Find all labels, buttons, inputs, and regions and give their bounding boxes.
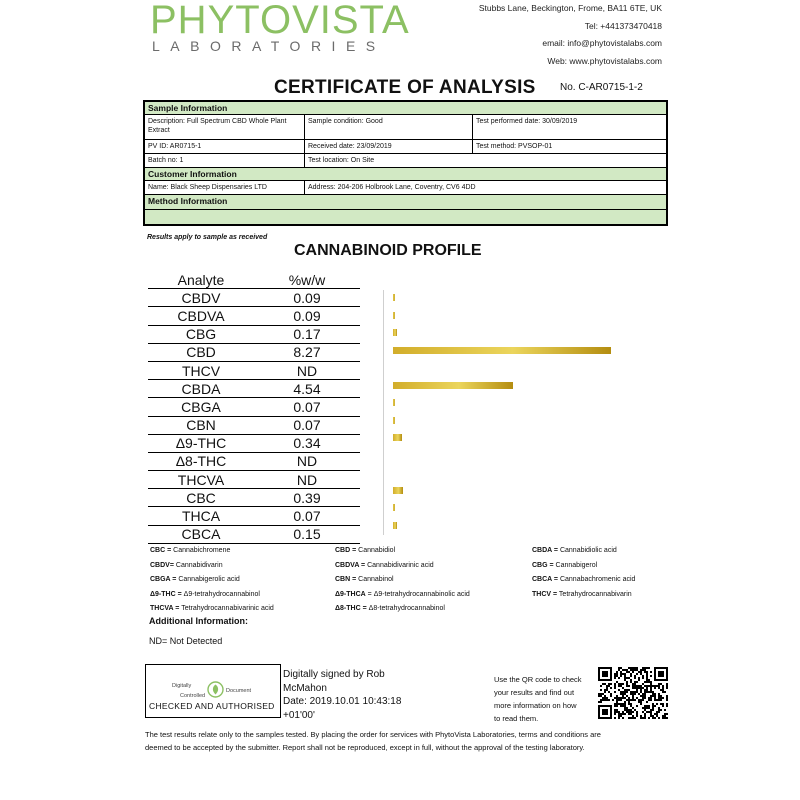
abbreviation-item <box>532 576 635 583</box>
signature-line: Date: 2019.10.01 10:43:18 <box>283 696 402 707</box>
abbreviation-value: Cannabidiolic acid <box>559 547 617 554</box>
abbreviation-value: Cannabinol <box>358 576 394 583</box>
analyte-cell: Δ8-THC <box>148 452 254 470</box>
abbreviation-key: CBG = <box>532 561 554 569</box>
bar-9thc <box>393 434 402 441</box>
value-cell: 0.15 <box>254 525 360 543</box>
abbreviation-key: Δ9-THCA <box>335 590 366 598</box>
value-cell: 4.54 <box>254 380 360 398</box>
abbreviation-item <box>150 576 240 583</box>
analyte-cell: CBC <box>148 489 254 507</box>
abbreviation-item <box>335 605 445 612</box>
value-cell: 8.27 <box>254 343 360 361</box>
abbreviation-value: Cannabigerol <box>555 561 598 569</box>
customer-address-cell: Address: 204-206 Holbrook Lane, Coventry, CV6 4DD <box>308 184 476 191</box>
qr-line: your results and find out <box>494 688 575 697</box>
analyte-cell: THCA <box>148 507 254 525</box>
sample-info-heading: Sample Information <box>145 102 666 115</box>
results-note: Results apply to sample as received <box>147 234 268 241</box>
profile-title: CANNABINOID PROFILE <box>294 242 482 259</box>
abbreviation-key: THCVA = <box>150 605 180 612</box>
abbreviation-value: Tetrahydrocannabivarin <box>558 590 632 598</box>
received-date-cell: Received date: 23/09/2019 <box>305 140 473 153</box>
qr-line: more information on how <box>494 701 577 710</box>
pv-id-cell: PV ID: AR0715-1 <box>145 140 305 153</box>
analyte-cell: CBDA <box>148 380 254 398</box>
email-line[interactable]: email: info@phytovistalabs.com <box>542 38 662 48</box>
analyte-cell: CBD <box>148 343 254 361</box>
abbreviation-item <box>532 591 632 598</box>
qr-code-icon[interactable] <box>598 667 668 719</box>
abbreviation-value: Cannabidivarin <box>175 561 223 569</box>
bar-cbdv <box>393 294 395 301</box>
abbreviation-item <box>150 547 230 554</box>
value-cell: 0.09 <box>254 289 360 307</box>
analyte-header: Analyte <box>148 271 254 289</box>
abbreviation-value: Tetrahydrocannabivarinic acid <box>181 605 274 612</box>
bar-cbdva <box>393 312 395 319</box>
value-cell: 0.39 <box>254 489 360 507</box>
analyte-cell: CBG <box>148 325 254 343</box>
abbreviation-key: THCV = <box>532 590 558 598</box>
value-header: %w/w <box>254 271 360 289</box>
abbreviation-key: CBDVA = <box>335 561 366 569</box>
abbreviation-key: CBCA = <box>532 576 558 583</box>
abbreviation-key: CBC = <box>150 547 172 554</box>
signature-line: Digitally signed by Rob <box>283 669 385 680</box>
value-cell: 0.07 <box>254 507 360 525</box>
abbreviation-value: Cannabigerolic acid <box>178 576 240 583</box>
abbreviation-item <box>335 562 434 569</box>
abbreviation-item <box>335 547 395 554</box>
address-line: Stubbs Lane, Beckington, Frome, BA11 6TE, UK <box>478 3 662 13</box>
checked-authorised-label: CHECKED AND AUTHORISED <box>149 701 275 711</box>
digital-signature-text <box>283 668 401 722</box>
condition-cell: Sample condition: Good <box>305 115 473 139</box>
analyte-cell: CBDVA <box>148 307 254 325</box>
abbreviation-value: Cannabidivarinic acid <box>367 561 434 569</box>
value-cell: ND <box>254 471 360 489</box>
test-performed-cell: Test performed date: 30/09/2019 <box>476 118 578 125</box>
abbreviation-item <box>532 562 597 569</box>
batch-cell: Batch no: 1 <box>145 154 305 167</box>
analyte-cell: CBGA <box>148 398 254 416</box>
abbreviation-value: = Δ9-tetrahydrocannabinolic acid <box>367 590 470 598</box>
analyte-cell: CBN <box>148 416 254 434</box>
test-location-cell: Test location: On Site <box>308 157 375 164</box>
description-cell: Description: Full Spectrum CBD Whole Plant Extract <box>145 115 305 139</box>
footer-line: The test results relate only to the samples tested. By placing the order for services with PhytoVista Laboratories, terms and conditions are <box>145 730 601 739</box>
abbreviation-item <box>150 562 223 569</box>
customer-info-heading: Customer Information <box>145 168 666 181</box>
document-label: Document <box>226 688 252 694</box>
footer-line: deemed to be accepted by the submitter. Report shall not be reproduced, except in full, without the approval of the testing laboratory. <box>145 742 585 752</box>
value-cell: ND <box>254 452 360 470</box>
certificate-number: No. C-AR0715-1-2 <box>560 82 643 93</box>
value-cell: 0.17 <box>254 325 360 343</box>
bar-cbga <box>393 399 395 406</box>
test-method-cell: Test method: PVSOP-01 <box>476 143 553 150</box>
abbreviation-key: Δ9-THC = <box>150 590 182 598</box>
value-cell: 0.07 <box>254 416 360 434</box>
abbreviation-value: Δ8-tetrahydrocannabinol <box>368 605 445 612</box>
analyte-cell: THCVA <box>148 471 254 489</box>
qr-line: to read them. <box>494 714 539 723</box>
web-line[interactable]: Web: www.phytovistalabs.com <box>547 55 662 66</box>
abbreviation-key: CBD = <box>335 547 357 554</box>
analyte-cell: CBDV <box>148 289 254 307</box>
footer-disclaimer <box>145 729 670 754</box>
abbreviation-item <box>335 576 394 583</box>
digitally-label: Digitally <box>172 683 192 689</box>
abbreviation-item <box>532 547 617 554</box>
abbreviation-key: CBGA = <box>150 576 177 583</box>
logo-subtitle: LABORATORIES <box>152 38 386 54</box>
abbreviation-item <box>150 591 260 598</box>
abbreviation-key: CBN = <box>335 576 357 583</box>
not-detected-note: ND= Not Detected <box>149 636 223 646</box>
abbreviation-key: CBDA = <box>532 547 558 554</box>
bar-cbn <box>393 417 395 424</box>
bar-cbda <box>393 382 513 389</box>
value-cell: 0.34 <box>254 434 360 452</box>
value-cell: ND <box>254 361 360 379</box>
logo-text: PHYTOVISTA <box>150 0 410 42</box>
analyte-cell: Δ9-THC <box>148 434 254 452</box>
value-cell: 0.07 <box>254 398 360 416</box>
abbreviation-value: Cannabidiol <box>358 547 396 554</box>
leaf-seal-icon <box>207 681 224 698</box>
abbreviation-item <box>335 591 470 598</box>
customer-name-cell: Name: Black Sheep Dispensaries LTD <box>145 181 305 194</box>
bar-cbc <box>393 487 403 494</box>
bar-cbd <box>393 347 611 354</box>
abbreviation-value: Cannabichromene <box>173 547 231 554</box>
bar-cbca <box>393 522 397 529</box>
value-cell: 0.09 <box>254 307 360 325</box>
analyte-cell: CBCA <box>148 525 254 543</box>
bar-cbg <box>393 329 397 336</box>
qr-instructions <box>494 673 594 725</box>
qr-line: Use the QR code to check <box>494 675 582 684</box>
abbreviation-key: Δ8-THC = <box>335 605 367 612</box>
tel-line: Tel: +441373470418 <box>584 20 662 31</box>
abbreviation-value: Δ9-tetrahydrocannabinol <box>183 590 260 598</box>
additional-info-heading: Additional Information: <box>149 616 248 626</box>
analyte-cell: THCV <box>148 361 254 379</box>
abbreviation-key: CBDV= <box>150 561 174 569</box>
controlled-label: Controlled <box>180 693 206 699</box>
abbreviation-item <box>150 605 274 612</box>
method-info-heading: Method Information <box>145 195 666 210</box>
signature-line: +01'00' <box>283 709 315 721</box>
document-title: CERTIFICATE OF ANALYSIS <box>274 77 536 98</box>
signature-line: McMahon <box>283 682 327 694</box>
bar-thca <box>393 504 395 511</box>
abbreviation-value: Cannabachromenic acid <box>559 576 636 583</box>
